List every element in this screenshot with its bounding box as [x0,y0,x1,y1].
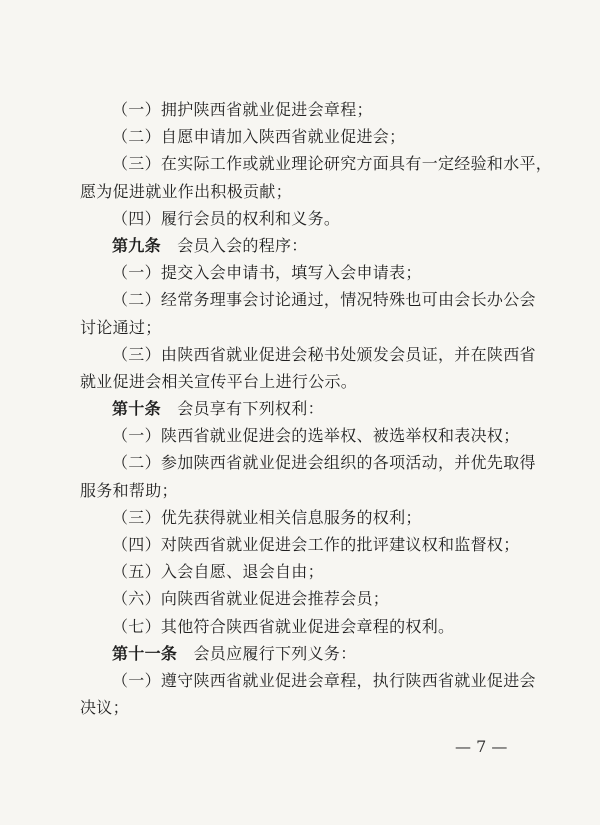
line-text: （二）参加陕西省就业促进会组织的各项活动，并优先取得 [112,453,536,473]
line-text: （七）其他符合陕西省就业促进会章程的权利。 [112,616,455,636]
text-line [80,667,542,694]
article-heading-line [80,232,542,259]
text-line [80,259,542,286]
line-text: 愿为促进就业作出积极贡献； [80,181,292,201]
line-text: （三）由陕西省就业促进会秘书处颁发会员证，并在陕西省 [112,344,536,364]
line-text: （三）在实际工作或就业理论研究方面具有一定经验和水平， [112,154,553,174]
text-line [80,531,542,558]
line-text: 会员享有下列权利： [160,399,324,419]
line-text: 会员入会的程序： [160,235,308,255]
body-text [80,96,553,721]
text-line [80,422,542,449]
text-line [80,150,553,177]
line-text: 决议； [80,698,129,718]
line-text: （六）向陕西省就业促进会推荐会员； [112,589,390,609]
line-text: （一）提交入会申请书，填写入会申请表； [112,263,422,283]
page-number: — 7 — [455,737,508,756]
text-line [80,178,542,205]
line-text: （一）遵守陕西省就业促进会章程，执行陕西省就业促进会 [112,670,536,690]
line-text: （五）入会自愿、退会自由； [112,562,324,582]
text-line [80,286,542,313]
article-heading-line [80,395,542,422]
line-text: （三）优先获得就业相关信息服务的权利； [112,507,422,527]
line-text: 服务和帮助； [80,480,178,500]
text-line [80,314,542,341]
line-text: （四）对陕西省就业促进会工作的批评建议权和监督权； [112,535,520,554]
text-line [80,585,542,612]
line-text: （二）经常务理事会讨论通过，情况特殊也可由会长办公会 [112,290,536,310]
text-line [80,694,542,721]
article-label: 第十条 [112,399,161,419]
article-label: 第九条 [112,235,161,255]
line-text: （二）自愿申请加入陕西省就业促进会； [112,127,406,147]
text-line [80,96,542,123]
text-line [80,341,542,368]
text-line [80,558,542,585]
line-text: （一）拥护陕西省就业促进会章程； [112,100,373,119]
line-text: 就业促进会相关宣传平台上进行公示。 [80,371,358,391]
line-text: （四）履行会员的权利和义务。 [112,208,341,228]
line-text: （一）陕西省就业促进会的选举权、被选举权和表决权； [112,426,520,446]
text-line [80,368,542,395]
text-line [80,477,542,504]
text-line [80,613,542,640]
article-label: 第十一条 [112,643,178,663]
text-line [80,123,542,150]
line-text: 讨论通过； [80,317,162,337]
text-line [80,449,542,476]
text-line [80,205,542,232]
text-line [80,504,542,531]
line-text: 会员应履行下列义务： [177,643,357,663]
article-heading-line [80,640,542,667]
